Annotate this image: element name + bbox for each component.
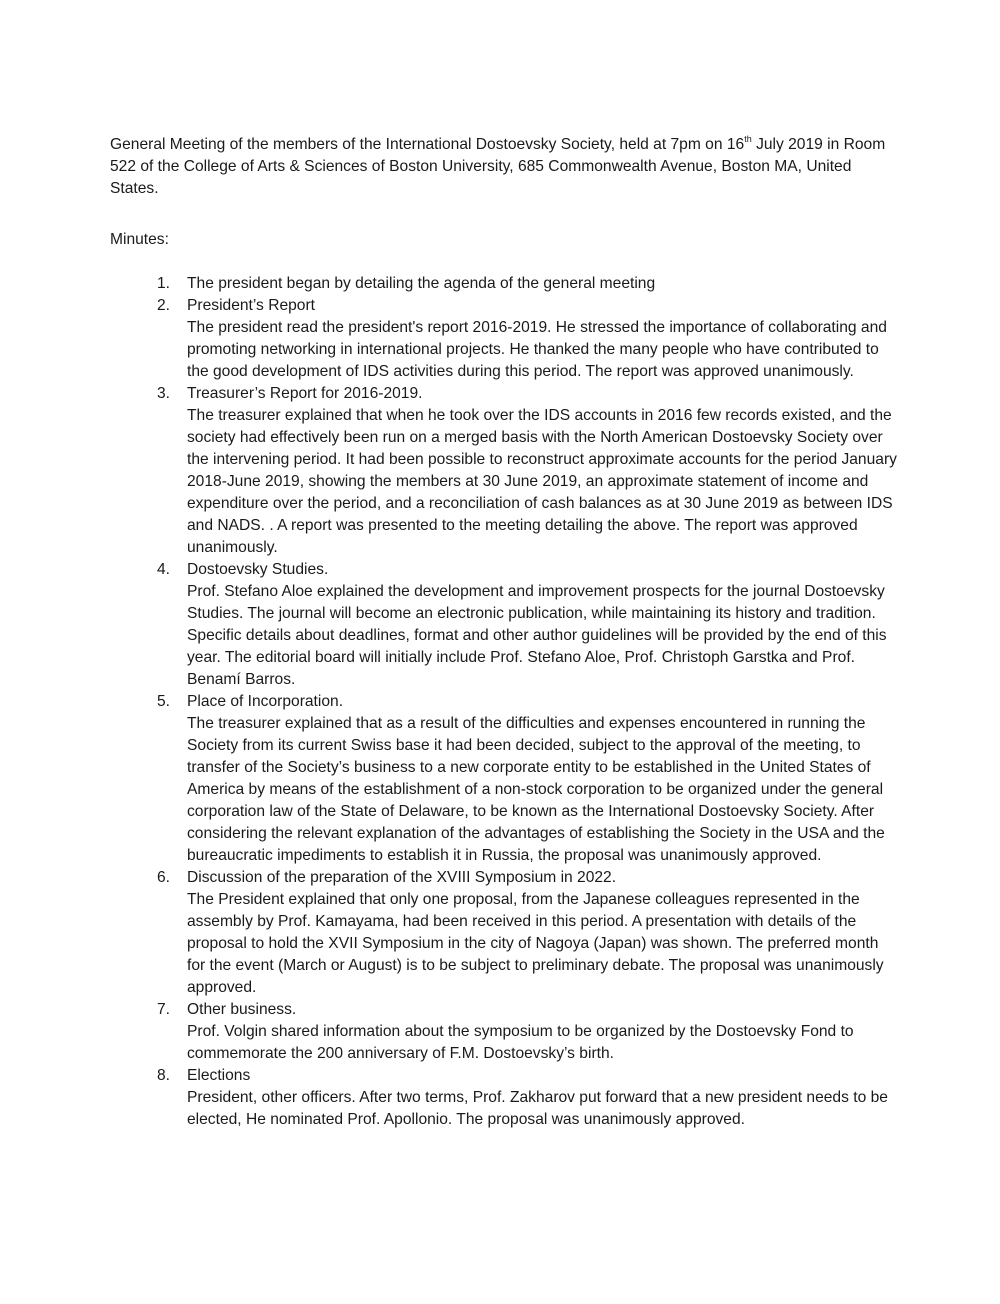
item-content: [187, 867, 900, 999]
agenda-item-other-business: [150, 999, 900, 1065]
item-content: [187, 691, 900, 867]
item-number: 4.: [157, 561, 171, 578]
item-content: [187, 273, 900, 295]
item-content: [187, 999, 900, 1065]
agenda-item-presidents-report: [150, 295, 900, 383]
intro-text-start: General Meeting of the members of the International Dostoevsky Society, held at 7pm on 16: [110, 136, 745, 153]
agenda-item-opening: [150, 273, 900, 295]
item-title: Dostoevsky Studies.: [187, 561, 329, 578]
item-body: Prof. Stefano Aloe explained the development and improvement prospects for the journal Dostoevsky Studies. The journal will become an electronic publication, while maintaining its history and tradition. Specific details about deadlines, format and other author guidelines will be provided by the end of this year. The editorial board will initially include Prof. Stefano Aloe, Prof. Christoph Garstka and Prof. Benamí Barros.: [187, 583, 887, 688]
item-content: [187, 295, 900, 383]
item-number: 7.: [157, 1001, 171, 1018]
item-number: 5.: [157, 693, 171, 710]
item-title: Discussion of the preparation of the XVIII Symposium in 2022.: [187, 869, 617, 886]
agenda-item-elections: [150, 1065, 900, 1131]
item-title: Elections: [187, 1067, 251, 1084]
minutes-agenda-list: [150, 273, 900, 1131]
agenda-item-place-of-incorporation: [150, 691, 900, 867]
item-title: Treasurer’s Report for 2016-2019.: [187, 385, 423, 402]
minutes-heading: Minutes:: [110, 231, 169, 248]
item-content: [187, 383, 900, 559]
agenda-item-dostoevsky-studies: [150, 559, 900, 691]
item-body: The treasurer explained that as a result of the difficulties and expenses encountered in running the Society from its current Swiss base it had been decided, subject to the approval of the meeting, to transfer of the Society’s business to a new corporate entity to be established in the United States of America by means of the establishment of a non-stock corporation to be organized under the general corporation law of the State of Delaware, to be known as the International Dostoevsky Society. After considering the relevant explanation of the advantages of establishing the Society in the USA and the bureaucratic impediments to establish it in Russia, the proposal was unanimously approved.: [187, 715, 885, 864]
item-body: President, other officers. After two terms, Prof. Zakharov put forward that a new president needs to be elected, He nominated Prof. Apollonio. The proposal was unanimously approved.: [187, 1089, 888, 1128]
item-body: The President explained that only one proposal, from the Japanese colleagues represented in the assembly by Prof. Kamayama, had been received in this period. A presentation with details of the proposal to hold the XVII Symposium in the city of Nagoya (Japan) was shown. The preferred month for the event (March or August) is to be subject to preliminary debate. The proposal was unanimously approved.: [187, 891, 884, 996]
item-title: The president began by detailing the agenda of the general meeting: [187, 275, 656, 292]
item-number: 8.: [157, 1067, 171, 1084]
item-number: 6.: [157, 869, 171, 886]
date-ordinal-suffix: th: [744, 133, 752, 144]
item-content: [187, 1065, 900, 1131]
item-number: 3.: [157, 385, 171, 402]
item-number: 2.: [157, 297, 171, 314]
item-body: The treasurer explained that when he took over the IDS accounts in 2016 few records existed, and the society had effectively been run on a merged basis with the North American Dostoevsky Society over the intervening period. It had been possible to reconstruct approximate accounts for the period January 2018-June 2019, showing the members at 30 June 2019, an approximate statement of income and expenditure over the period, and a reconciliation of cash balances as at 30 June 2019 as between IDS and NADS. . A report was presented to the meeting detailing the above. The report was approved unanimously.: [187, 407, 897, 556]
agenda-item-symposium-2022: [150, 867, 900, 999]
meeting-introduction: [110, 134, 900, 200]
item-title: Place of Incorporation.: [187, 693, 344, 710]
item-number: 1.: [157, 275, 171, 292]
item-content: [187, 559, 900, 691]
item-title: Other business.: [187, 1001, 297, 1018]
item-title: President’s Report: [187, 297, 315, 314]
intro-text-end: July 2019 in Room 522 of the College of Arts & Sciences of Boston University, 685 Commonwealth Avenue, Boston MA, United States.: [110, 136, 886, 197]
item-body: Prof. Volgin shared information about the symposium to be organized by the Dostoevsky Fond to commemorate the 200 anniversary of F.M. Dostoevsky’s birth.: [187, 1023, 854, 1062]
item-body: The president read the president's report 2016-2019. He stressed the importance of collaborating and promoting networking in international projects. He thanked the many people who have contributed to the good development of IDS activities during this period. The report was approved unanimously.: [187, 319, 887, 380]
agenda-item-treasurers-report: [150, 383, 900, 559]
